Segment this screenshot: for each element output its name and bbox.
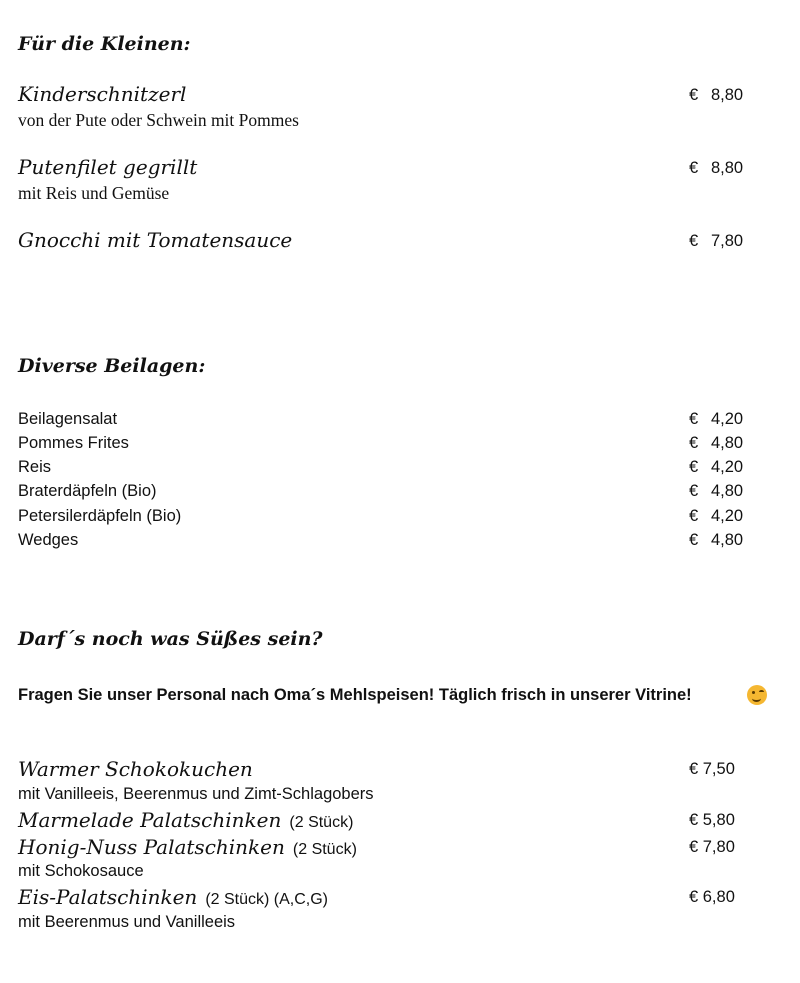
currency-symbol: € <box>689 232 699 250</box>
desserts-section-heading: Darf´s noch was Süßes sein? <box>18 628 323 650</box>
price-value: 4,20 <box>711 410 744 428</box>
dessert-item-description: mit Vanilleeis, Beerenmus und Zimt-Schlagobers <box>18 785 374 803</box>
currency-symbol: € <box>689 159 699 177</box>
currency-symbol: € <box>689 410 699 428</box>
side-item-price <box>689 458 743 477</box>
side-item-name: Reis <box>18 458 52 476</box>
side-item-name: Braterdäpfeln (Bio) <box>18 482 157 500</box>
side-item-price <box>689 531 743 550</box>
currency-symbol: € <box>689 482 699 500</box>
dessert-item-extra: (2 Stück) (A,C,G) <box>205 891 329 908</box>
kids-item-name: Kinderschnitzerl <box>18 82 187 106</box>
dessert-item-name: Honig-Nuss Palatschinken <box>18 835 285 859</box>
dessert-item <box>18 808 353 832</box>
currency-symbol: € <box>689 507 699 525</box>
currency-symbol: € <box>689 434 699 452</box>
kids-item-description: mit Reis und Gemüse <box>18 183 170 203</box>
dessert-item-name: Warmer Schokokuchen <box>18 757 253 781</box>
kids-item-price <box>689 159 743 178</box>
currency-symbol: € <box>689 531 699 549</box>
dessert-item-description: mit Beerenmus und Vanilleeis <box>18 913 236 931</box>
side-item-name: Petersilerdäpfeln (Bio) <box>18 507 182 525</box>
side-item-name: Wedges <box>18 531 79 549</box>
dessert-item-extra: (2 Stück) <box>289 814 354 831</box>
dessert-item <box>18 835 357 859</box>
side-item-price <box>689 410 743 429</box>
side-item-name: Beilagensalat <box>18 410 118 428</box>
side-item-price <box>689 482 743 501</box>
kids-item-price <box>689 232 743 251</box>
price-value: 8,80 <box>711 159 744 177</box>
sides-section-heading: Diverse Beilagen: <box>18 355 206 377</box>
kids-item-name: Putenfilet gegrillt <box>18 155 198 179</box>
price-value: 8,80 <box>711 86 744 104</box>
price-value: 4,80 <box>711 434 744 452</box>
price-value: 4,20 <box>711 507 744 525</box>
price-value: 4,80 <box>711 531 744 549</box>
dessert-item-description: mit Schokosauce <box>18 862 144 880</box>
desserts-note: Fragen Sie unser Personal nach Oma´s Mehlspeisen! Täglich frisch in unserer Vitrine! <box>18 686 692 704</box>
price-value: 7,80 <box>711 232 744 250</box>
kids-item-description: von der Pute oder Schwein mit Pommes <box>18 110 299 130</box>
dessert-item-price: € 5,80 <box>689 811 735 829</box>
kids-item-name: Gnocchi mit Tomatensauce <box>18 228 293 252</box>
dessert-item-name: Marmelade Palatschinken <box>18 808 282 832</box>
dessert-item-price: € 7,80 <box>689 838 735 856</box>
dessert-item-name: Eis-Palatschinken <box>18 885 198 909</box>
kids-item-price <box>689 86 743 105</box>
dessert-item-price: € 7,50 <box>689 760 735 778</box>
side-item-price <box>689 507 743 526</box>
price-value: 4,80 <box>711 482 744 500</box>
currency-symbol: € <box>689 458 699 476</box>
price-value: 4,20 <box>711 458 744 476</box>
side-item-name: Pommes Frites <box>18 434 129 452</box>
dessert-item-price: € 6,80 <box>689 888 735 906</box>
dessert-item-extra: (2 Stück) <box>292 841 357 858</box>
dessert-item <box>18 885 328 909</box>
currency-symbol: € <box>689 86 699 104</box>
winking-face-icon <box>747 685 767 705</box>
kids-section-heading: Für die Kleinen: <box>18 33 191 55</box>
side-item-price <box>689 434 743 453</box>
